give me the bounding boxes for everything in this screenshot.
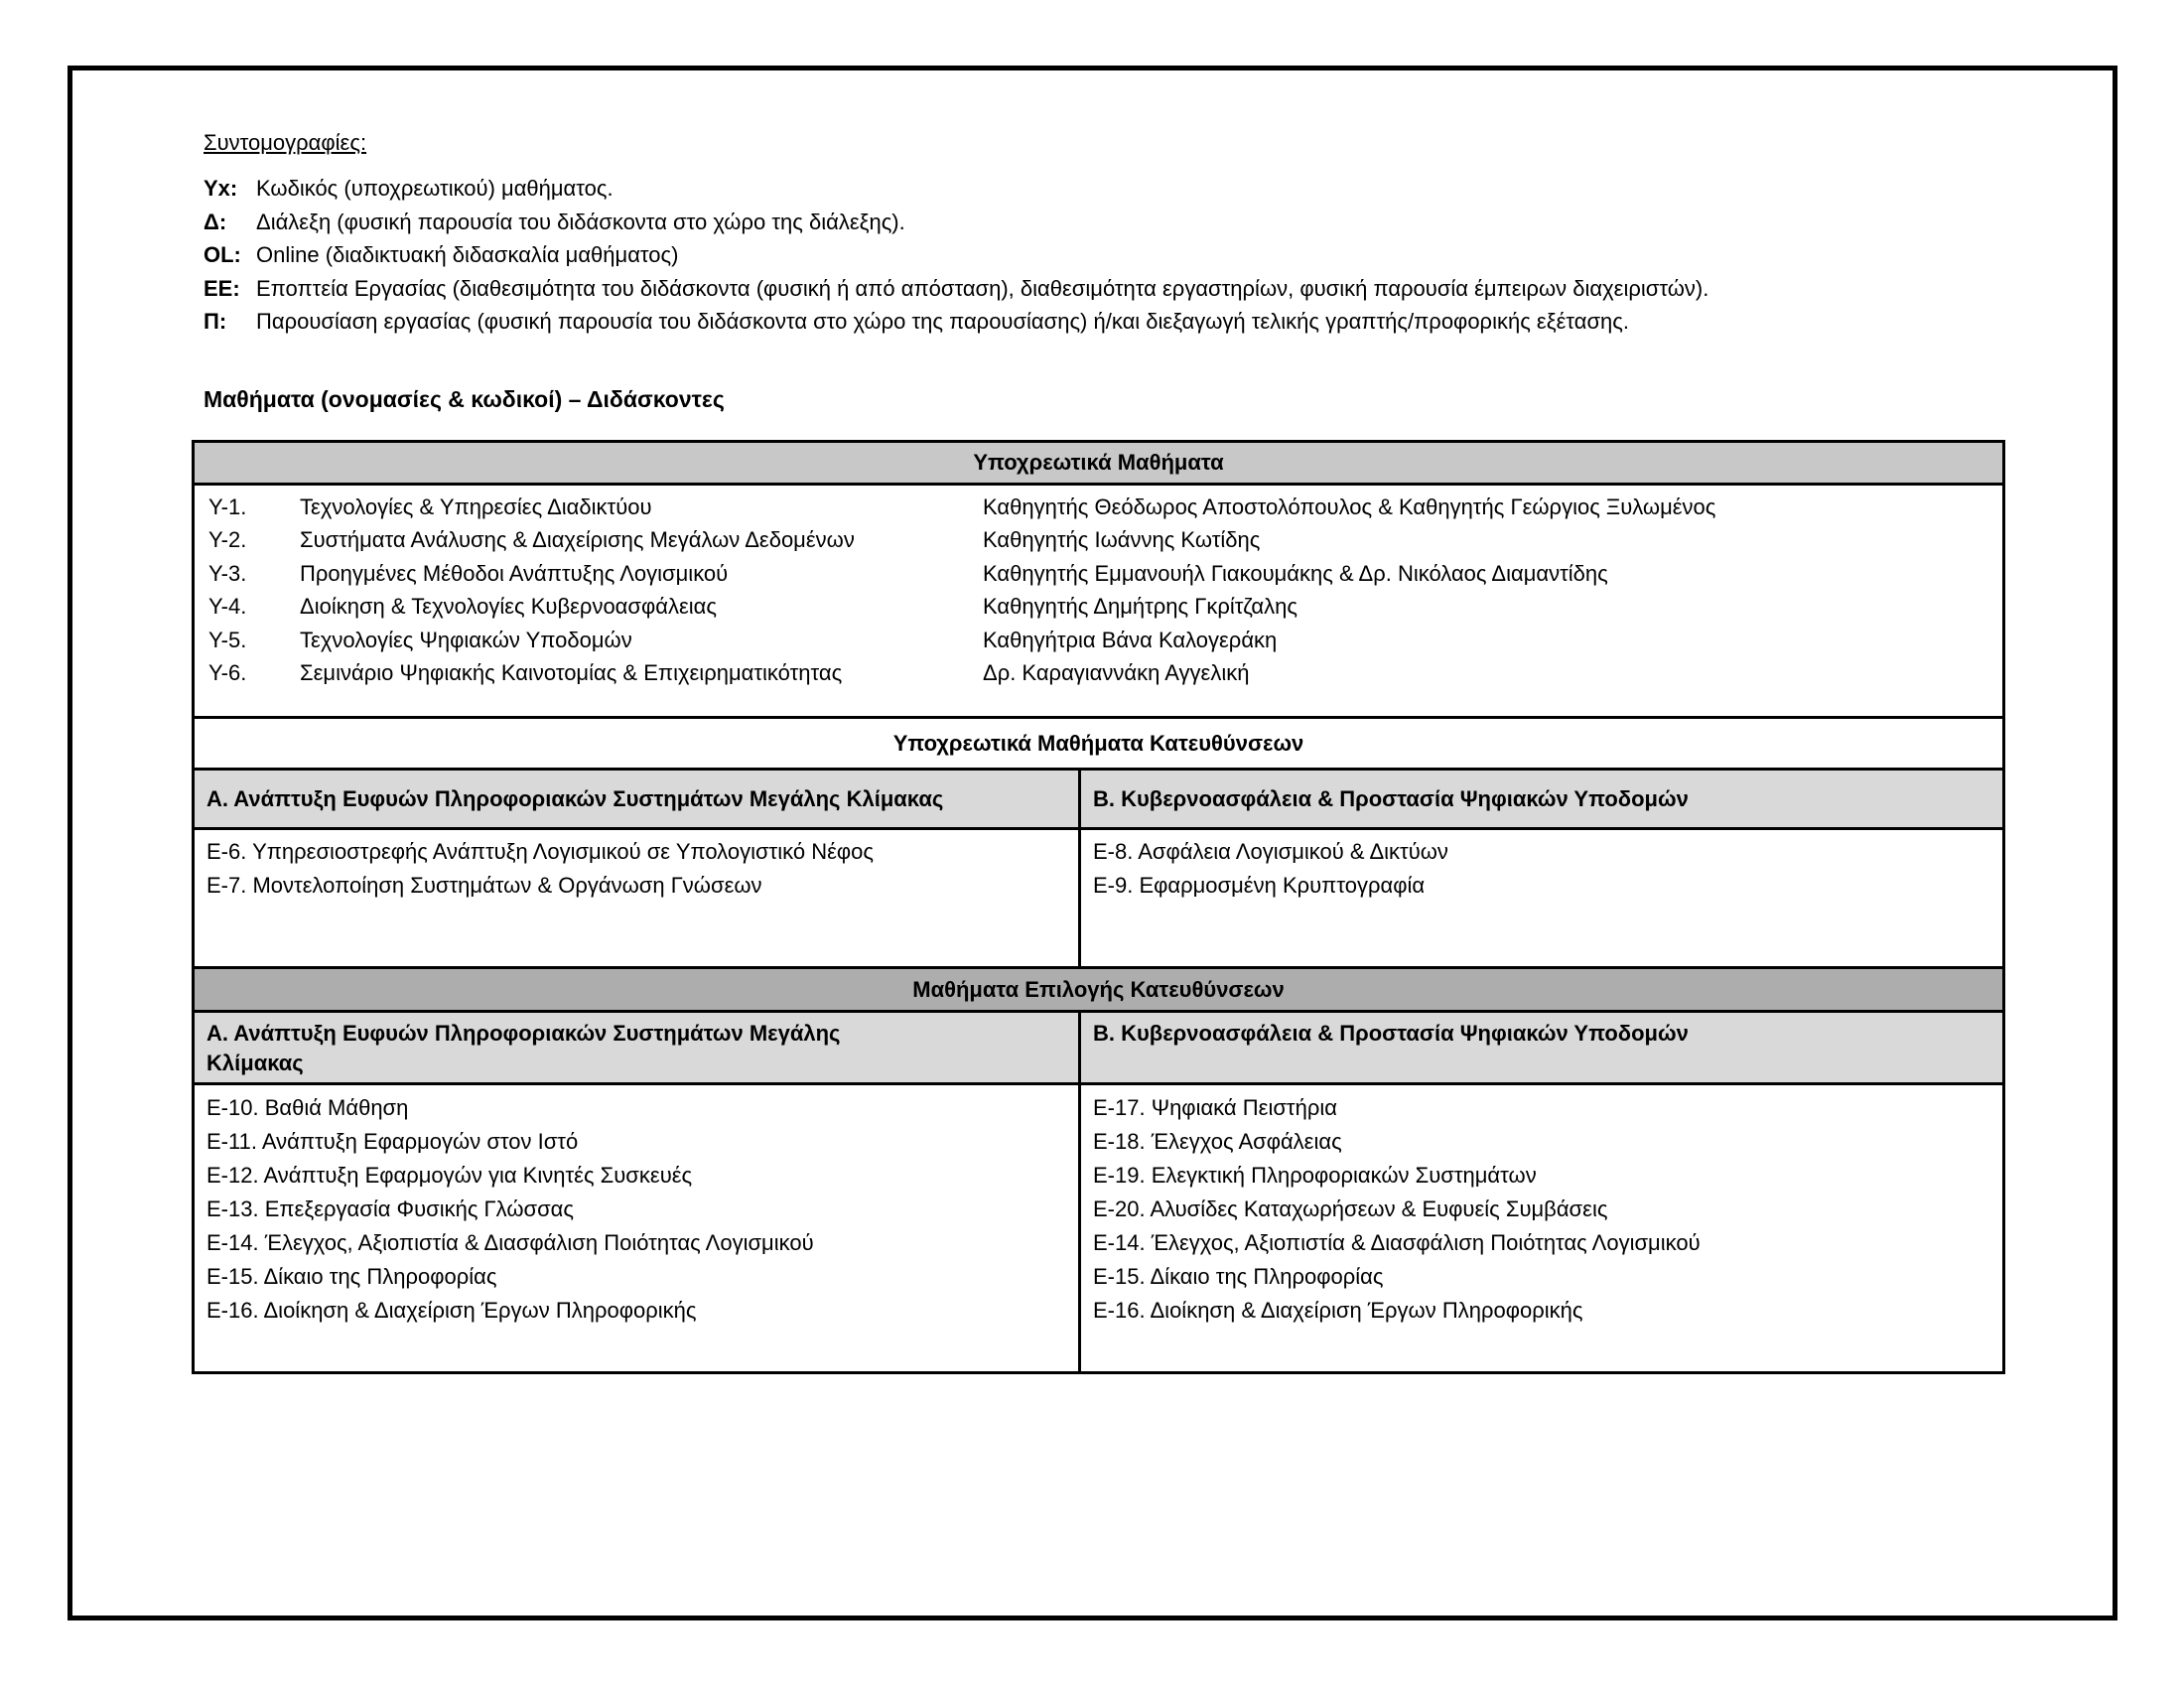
list-item: Ε-11. Ανάπτυξη Εφαρμογών στον Ιστό	[206, 1128, 579, 1154]
direction-b-courses	[1081, 1085, 2002, 1371]
list-item: Ε-6. Υπηρεσιοστρεφής Ανάπτυξη Λογισμικού σε Υπολογιστικό Νέφος	[206, 838, 874, 864]
abbreviation-text: Online (διαδικτυακή διδασκαλία μαθήματος)	[256, 242, 679, 267]
course-name	[208, 590, 983, 624]
abbreviation-key: EE:	[204, 275, 240, 301]
page-border	[68, 66, 2117, 1620]
required-directions-header: Υποχρεωτικά Μαθήματα Κατευθύνσεων	[195, 719, 2002, 771]
course-name	[208, 557, 983, 591]
course-title: Προηγμένες Μέθοδοι Ανάπτυξης Λογισμικού	[300, 560, 729, 586]
direction-a-courses	[195, 830, 1081, 966]
abbreviations-section	[204, 128, 2005, 339]
direction-a-courses	[195, 1085, 1081, 1371]
required-courses-header: Υποχρεωτικά Μαθήματα	[195, 443, 2002, 486]
course-name	[208, 656, 983, 690]
list-item: Ε-8. Ασφάλεια Λογισμικού & Δικτύων	[1093, 838, 1448, 864]
list-item: Ε-10. Βαθιά Μάθηση	[206, 1094, 409, 1120]
direction-a-header	[195, 1013, 1081, 1082]
list-item: Ε-16. Διοίκηση & Διαχείριση Έργων Πληροφορικής	[206, 1297, 697, 1323]
course-name	[208, 624, 983, 657]
course-instructors: Δρ. Καραγιαννάκη Αγγελική	[983, 660, 1250, 685]
direction-courses-row	[195, 1085, 2002, 1371]
abbreviation-key: Υx:	[204, 176, 238, 201]
electives-header: Μαθήματα Επιλογής Κατευθύνσεων	[195, 969, 2002, 1013]
course-instructors: Καθηγητής Ιωάννης Κωτίδης	[983, 527, 1261, 552]
abbreviation-row	[204, 238, 2005, 272]
list-item: Ε-13. Επεξεργασία Φυσικής Γλώσσας	[206, 1196, 574, 1221]
direction-b-courses	[1081, 830, 2002, 966]
course-title: Τεχνολογίες Ψηφιακών Υποδομών	[300, 627, 632, 652]
course-name	[208, 523, 983, 557]
course-instructors: Καθηγητής Δημήτρης Γκρίτζαλης	[983, 594, 1297, 619]
course-instructors: Καθηγητής Εμμανουήλ Γιακουμάκης & Δρ. Νικόλαος Διαμαντίδης	[983, 560, 1608, 586]
course-title: Σεμινάριο Ψηφιακής Καινοτομίας & Επιχειρηματικότητας	[300, 660, 843, 685]
list-item: Ε-19. Ελεγκτική Πληροφοριακών Συστημάτων	[1093, 1162, 1537, 1188]
course-code: Υ-3.	[208, 560, 247, 586]
direction-headers-row	[195, 1013, 2002, 1085]
abbreviation-key: OL:	[204, 242, 241, 267]
list-item: Ε-18. Έλεγχος Ασφάλειας	[1093, 1128, 1342, 1154]
table-row	[195, 523, 2002, 557]
course-code: Υ-2.	[208, 527, 247, 552]
direction-headers-row	[195, 771, 2002, 830]
required-courses-body	[195, 486, 2002, 719]
course-instructors: Καθηγήτρια Βάνα Καλογεράκη	[983, 627, 1278, 652]
course-code: Υ-5.	[208, 627, 247, 652]
list-item: Ε-14. Έλεγχος, Αξιοπιστία & Διασφάλιση Ποιότητας Λογισμικού	[206, 1229, 814, 1255]
table-row	[195, 590, 2002, 624]
direction-courses-row	[195, 830, 2002, 969]
abbreviations-title: Συντομογραφίες:	[204, 130, 367, 155]
direction-a-header: Α. Ανάπτυξη Ευφυών Πληροφοριακών Συστημάτων Μεγάλης Κλίμακας	[195, 771, 1081, 827]
list-item: Ε-12. Ανάπτυξη Εφαρμογών για Κινητές Συσκευές	[206, 1162, 693, 1188]
table-row	[195, 656, 2002, 690]
abbreviation-row	[204, 272, 2005, 306]
list-item: Ε-15. Δίκαιο της Πληροφορίας	[206, 1263, 497, 1289]
abbreviation-row	[204, 172, 2005, 206]
course-name	[208, 491, 983, 524]
list-item: Ε-9. Εφαρμοσμένη Κρυπτογραφία	[1093, 872, 1426, 898]
course-title: Τεχνολογίες & Υπηρεσίες Διαδικτύου	[300, 493, 652, 519]
course-instructors: Καθηγητής Θεόδωρος Αποστολόπουλος & Καθηγητής Γεώργιος Ξυλωμένος	[983, 493, 1716, 519]
abbreviation-text: Κωδικός (υποχρεωτικού) μαθήματος.	[256, 176, 614, 201]
course-title: Διοίκηση & Τεχνολογίες Κυβερνοασφάλειας	[300, 594, 717, 619]
list-item: Ε-17. Ψηφιακά Πειστήρια	[1093, 1094, 1337, 1120]
direction-b-header: Β. Κυβερνοασφάλεια & Προστασία Ψηφιακών Υποδομών	[1081, 771, 2002, 827]
list-item: Ε-16. Διοίκηση & Διαχείριση Έργων Πληροφορικής	[1093, 1297, 1583, 1323]
table-row	[195, 491, 2002, 524]
course-code: Υ-4.	[208, 594, 247, 619]
list-item: Ε-15. Δίκαιο της Πληροφορίας	[1093, 1263, 1384, 1289]
abbreviation-text: Εποπτεία Εργασίας (διαθεσιμότητα του διδάσκοντα (φυσική ή από απόσταση), διαθεσιμότητα εργαστηρίων, φυσική παρουσία έμπειρων διαχειριστών).	[256, 275, 1709, 301]
direction-a-header-text: Α. Ανάπτυξη Ευφυών Πληροφοριακών Συστημάτων Μεγάλης Κλίμακας	[206, 1020, 841, 1075]
table-row	[195, 624, 2002, 657]
list-item: Ε-7. Μοντελοποίηση Συστημάτων & Οργάνωση Γνώσεων	[206, 872, 762, 898]
direction-b-header: Β. Κυβερνοασφάλεια & Προστασία Ψηφιακών Υποδομών	[1081, 1013, 2002, 1082]
courses-table	[192, 440, 2005, 1374]
list-item: Ε-14. Έλεγχος, Αξιοπιστία & Διασφάλιση Ποιότητας Λογισμικού	[1093, 1229, 1701, 1255]
courses-heading: Μαθήματα (ονομασίες & κωδικοί) – Διδάσκοντες	[204, 385, 725, 412]
abbreviation-text: Διάλεξη (φυσική παρουσία του διδάσκοντα στο χώρο της διάλεξης).	[256, 209, 905, 234]
page-content	[192, 128, 2005, 1374]
abbreviation-row	[204, 206, 2005, 239]
abbreviation-text: Παρουσίαση εργασίας (φυσική παρουσία του διδάσκοντα στο χώρο της παρουσίασης) ή/και διεξαγωγή τελικής γραπτής/προφορικής εξέτασης.	[256, 309, 1630, 334]
table-row	[195, 557, 2002, 591]
course-code: Υ-1.	[208, 493, 247, 519]
course-code: Υ-6.	[208, 660, 247, 685]
abbreviation-key: Π:	[204, 309, 227, 334]
list-item: Ε-20. Αλυσίδες Καταχωρήσεων & Ευφυείς Συμβάσεις	[1093, 1196, 1608, 1221]
abbreviation-key: Δ:	[204, 209, 227, 234]
course-title: Συστήματα Ανάλυσης & Διαχείρισης Μεγάλων Δεδομένων	[300, 527, 855, 552]
abbreviation-row	[204, 305, 2005, 339]
